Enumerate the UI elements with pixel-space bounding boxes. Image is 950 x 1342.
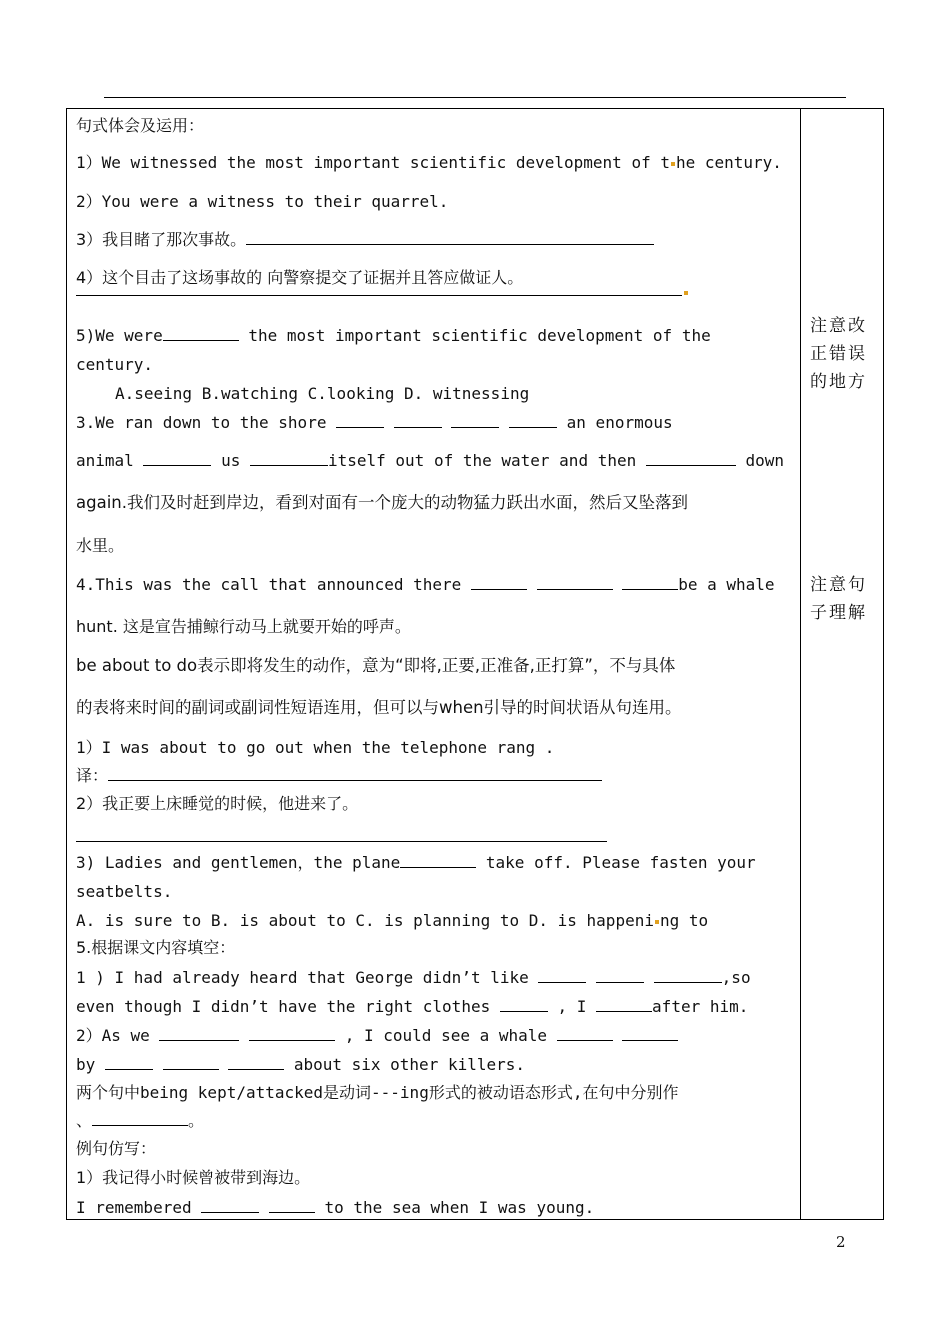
- answer-blank[interactable]: [108, 766, 602, 781]
- answer-blank[interactable]: [451, 413, 499, 428]
- imitation-1: 1）我记得小时候曾被带到海边。: [76, 1168, 311, 1187]
- example-3-options: A. is sure to B. is about to C. is planning to D. is happeni ng to: [76, 911, 709, 930]
- example-3: 3) Ladies and gentlemen，the plane take off. Please fasten your: [76, 853, 756, 872]
- passage-3-line-2: animal us itself out of the water and then down: [76, 451, 785, 470]
- passage-5-line-4: by about six other killers.: [76, 1055, 526, 1074]
- answer-blank[interactable]: [143, 451, 211, 466]
- answer-line[interactable]: [76, 295, 682, 296]
- example-1-translation: 译：: [76, 766, 602, 786]
- answer-blank[interactable]: [105, 1055, 153, 1070]
- marker-dot: [671, 162, 675, 166]
- passage-5-explanation: 两个句中being kept/attacked是动词---ing形式的被动语态形式,在句中分别作: [76, 1083, 679, 1102]
- question-5: 5)We were the most important scientific development of the: [76, 326, 711, 345]
- answer-blank[interactable]: [537, 575, 613, 590]
- answer-blank[interactable]: [500, 997, 548, 1012]
- sentence-3: 3）我目睹了那次事故。: [76, 230, 654, 250]
- example-1: 1）I was about to go out when the telephone rang .: [76, 738, 555, 757]
- passage-5-line-2: even though I didn’t have the right clothes , I after him.: [76, 997, 749, 1016]
- imitation-1-english: I remembered to the sea when I was young.: [76, 1198, 595, 1217]
- sentence-1: 1）We witnessed the most important scientific development of t he century.: [76, 153, 782, 172]
- answer-blank[interactable]: [163, 1055, 219, 1070]
- question-5-options: A.seeing B.watching C.looking D. witnessing: [115, 384, 530, 403]
- answer-blank[interactable]: [336, 413, 384, 428]
- sentence-2: 2）You were a witness to their quarrel.: [76, 192, 449, 211]
- explanation-line-2: 的表将来时间的副词或副词性短语连用，但可以与when引导的时间状语从句连用。: [76, 698, 682, 717]
- marker-dot: [655, 920, 659, 924]
- passage-5-line-3: 2）As we , I could see a whale: [76, 1026, 678, 1046]
- explanation-line-1: be about to do表示即将发生的动作，意为“即将,正要,正准备,正打算”，不与具体: [76, 656, 676, 675]
- answer-blank[interactable]: [163, 326, 239, 341]
- answer-blank[interactable]: [622, 575, 678, 590]
- passage-4-line-2: hunt. 这是宣告捕鲸行动马上就要开始的呼声。: [76, 617, 411, 636]
- answer-blank[interactable]: [269, 1198, 315, 1213]
- passage-4-line-1: 4.This was the call that announced there be a whale: [76, 575, 775, 594]
- answer-blank[interactable]: [596, 968, 644, 983]
- answer-blank[interactable]: [92, 1111, 188, 1126]
- answer-blank[interactable]: [201, 1198, 259, 1213]
- answer-blank[interactable]: [538, 968, 586, 983]
- answer-line[interactable]: [76, 841, 607, 842]
- margin-note-correct-errors: 注意改正错误的地方: [810, 316, 867, 392]
- answer-blank[interactable]: [509, 413, 557, 428]
- answer-blank[interactable]: [400, 853, 476, 868]
- example-3-cont: seatbelts.: [76, 882, 173, 901]
- imitation-heading: 例句仿写：: [76, 1139, 157, 1158]
- page-number: 2: [836, 1233, 846, 1251]
- sentence-4: 4）这个目击了这场事故的 向警察提交了证据并且答应做证人。: [76, 268, 524, 287]
- passage-3-line-1: 3.We ran down to the shore an enormous: [76, 413, 673, 432]
- answer-blank[interactable]: [622, 1026, 678, 1041]
- answer-blank[interactable]: [394, 413, 442, 428]
- answer-blank[interactable]: [246, 230, 654, 245]
- answer-blank[interactable]: [159, 1026, 239, 1041]
- example-2: 2）我正要上床睡觉的时候，他进来了。: [76, 794, 359, 813]
- passage-3-line-3: again.我们及时赶到岸边，看到对面有一个庞大的动物猛力跃出水面，然后又坠落到: [76, 493, 688, 512]
- passage-3-line-4: 水里。: [76, 536, 125, 555]
- answer-blank[interactable]: [250, 451, 328, 466]
- answer-blank[interactable]: [654, 968, 722, 983]
- column-divider: [800, 109, 801, 1219]
- answer-blank[interactable]: [228, 1055, 284, 1070]
- answer-blank[interactable]: [249, 1026, 335, 1041]
- answer-blank[interactable]: [596, 997, 652, 1012]
- answer-blank[interactable]: [557, 1026, 613, 1041]
- header-rule: [104, 97, 846, 98]
- passage-5-heading: 5.根据课文内容填空：: [76, 938, 236, 957]
- question-5-cont: century.: [76, 355, 154, 374]
- margin-note-understand-sentences: 注意句子理解: [810, 575, 867, 623]
- section-heading: 句式体会及运用：: [76, 116, 205, 135]
- answer-blank[interactable]: [471, 575, 527, 590]
- answer-blank[interactable]: [646, 451, 736, 466]
- passage-5-line-1: 1 ) I had already heard that George didn’t like ,so: [76, 968, 751, 987]
- marker-dot: [684, 291, 688, 295]
- passage-5-explanation-cont: 、 。: [76, 1111, 205, 1130]
